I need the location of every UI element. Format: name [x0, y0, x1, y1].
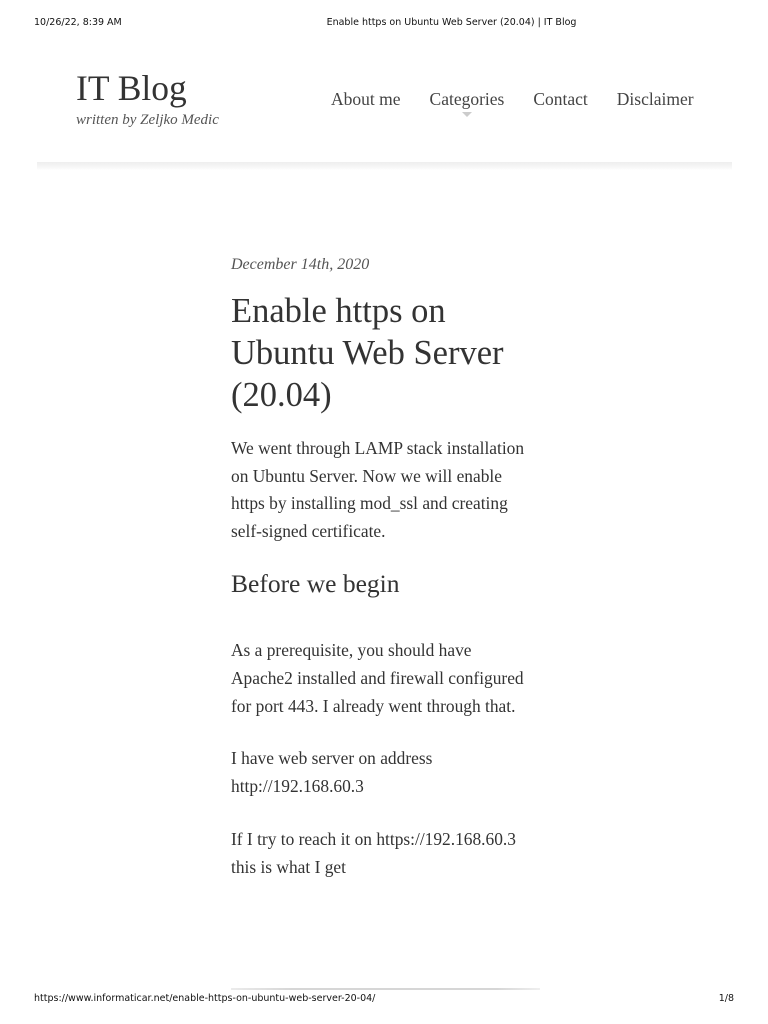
paragraph-line: As a prerequisite, you should have	[231, 640, 472, 660]
post-title-line: Enable https on	[231, 292, 446, 330]
caret-down-icon	[462, 112, 472, 117]
nav-item-about-me[interactable]	[331, 88, 401, 110]
paragraph-line: for port 443. I already went through that.	[231, 696, 516, 716]
print-page-url: https://www.informaticar.net/enable-https-on-ubuntu-web-server-20-04/	[34, 993, 376, 1004]
post-title-line: (20.04)	[231, 376, 332, 414]
post-intro-paragraph	[231, 435, 524, 546]
site-tagline: written by Zeljko Medic	[76, 112, 219, 128]
main-nav	[331, 88, 694, 110]
nav-item-label: Categories	[429, 89, 505, 109]
print-page-title: Enable https on Ubuntu Web Server (20.04) | IT Blog	[326, 17, 577, 28]
site-title-link[interactable]: IT Blog	[76, 68, 187, 108]
post-title-line: Ubuntu Web Server	[231, 334, 504, 372]
paragraph-line: Apache2 installed and firewall configured	[231, 668, 524, 688]
header-divider	[37, 162, 732, 170]
paragraph-line: We went through LAMP stack installation	[231, 438, 525, 458]
nav-item-disclaimer[interactable]	[617, 88, 694, 110]
nav-item-contact[interactable]	[533, 88, 587, 110]
paragraph-line: http://192.168.60.3	[231, 776, 364, 796]
print-page-number: 1/8	[718, 993, 734, 1004]
paragraph-line: I have web server on address	[231, 748, 433, 768]
paragraph-line: on Ubuntu Server. Now we will enable	[231, 465, 502, 486]
section-heading: Before we begin	[231, 569, 400, 598]
post-date: December 14th, 2020	[231, 256, 370, 273]
nav-item-label: About me	[331, 89, 401, 109]
paragraph-line: self-signed certificate.	[231, 521, 386, 542]
paragraph-line: this is what I get	[231, 857, 346, 877]
post-title	[231, 290, 504, 416]
post-paragraph	[231, 744, 432, 800]
paragraph-line: If I try to reach it on https://192.168.60.3	[231, 829, 516, 849]
post-paragraph	[231, 825, 516, 881]
nav-item-label: Contact	[533, 89, 588, 109]
print-datetime: 10/26/22, 8:39 AM	[34, 17, 122, 28]
nav-item-label: Disclaimer	[616, 89, 694, 109]
post-paragraph	[231, 636, 524, 720]
paragraph-line: https by installing mod_ssl and creating	[231, 493, 508, 514]
post-screenshot-image-edge	[231, 988, 540, 990]
nav-item-categories[interactable]	[430, 88, 505, 110]
